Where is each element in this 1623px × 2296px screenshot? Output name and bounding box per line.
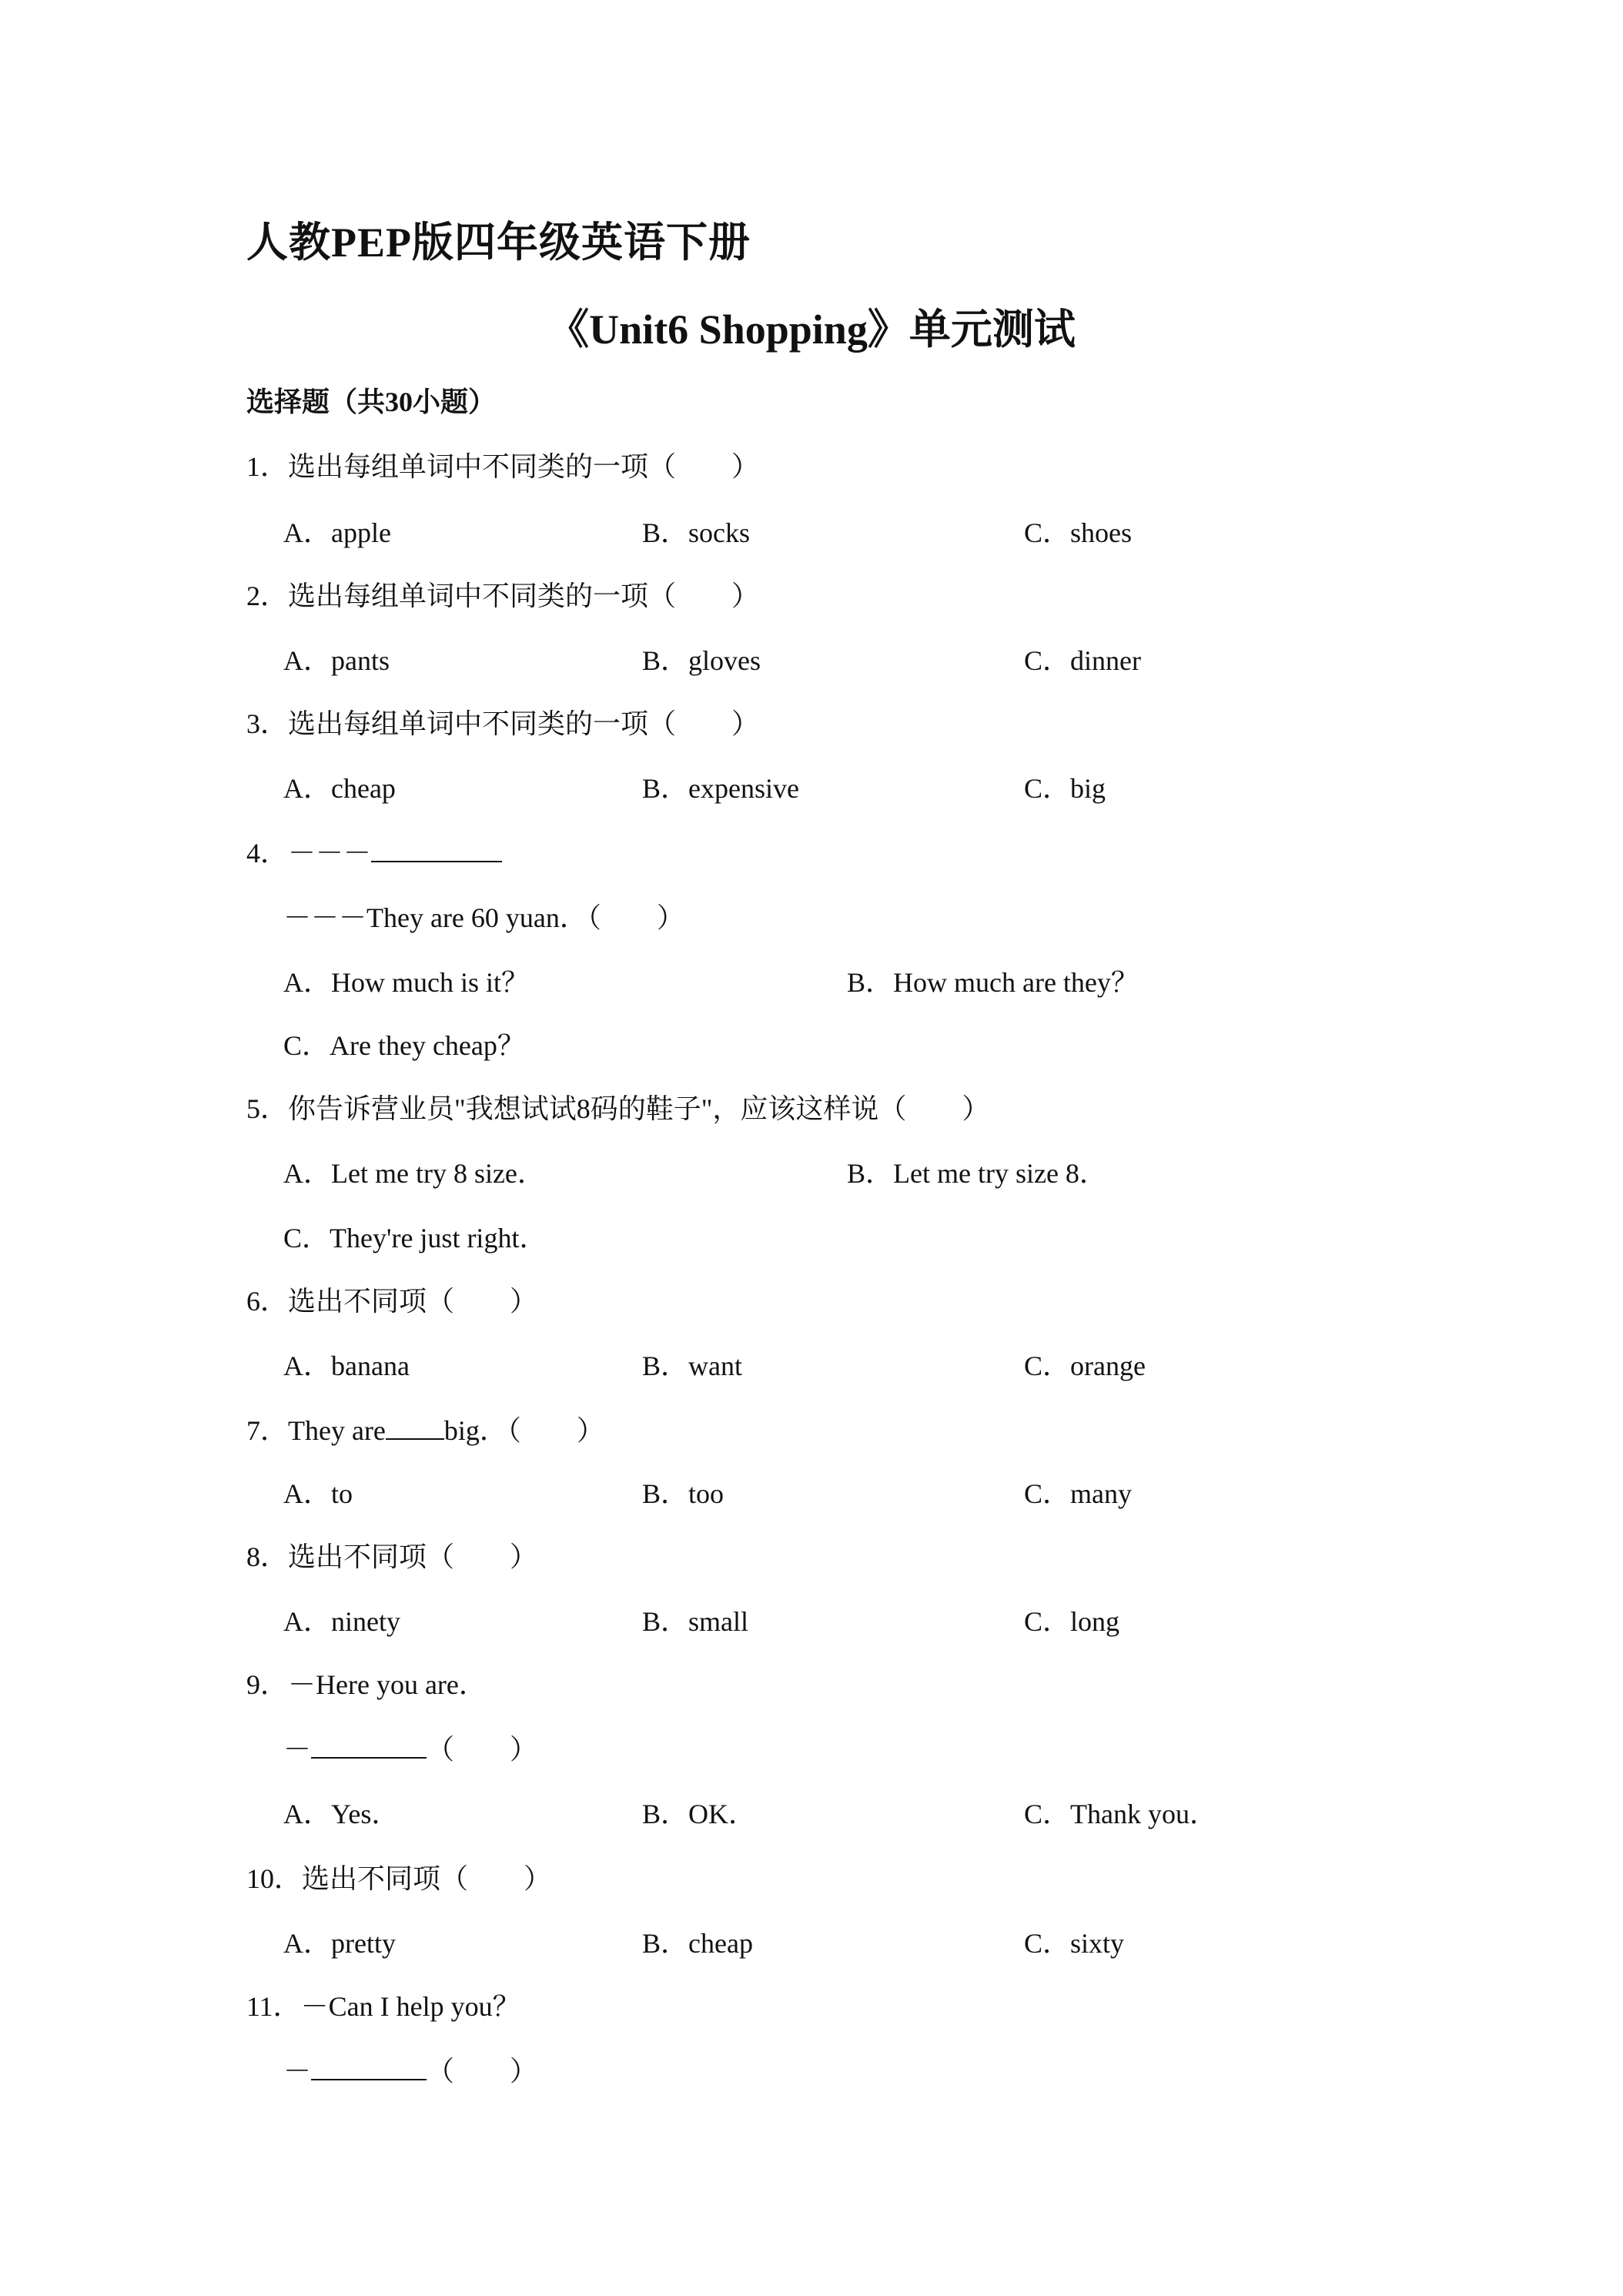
question-6-option-c: C．orange — [1024, 1350, 1146, 1381]
question-11-line-2-paren: （ ） — [427, 2056, 538, 2087]
question-3-stem: 3．选出每组单词中不同类的一项（ ） — [246, 708, 760, 739]
question-6-stem: 6．选出不同项（ ） — [246, 1286, 538, 1317]
question-5-stem: 5．你告诉营业员"我想试试8码的鞋子"，应该这样说（ ） — [246, 1093, 990, 1124]
question-4-stem — [246, 832, 502, 871]
question-8-option-c: C．long — [1024, 1606, 1120, 1637]
answer-blank — [311, 1734, 427, 1759]
question-4-stem-text: 4．－－－ — [246, 838, 372, 869]
question-9-option-c: C．Thank you． — [1024, 1799, 1217, 1829]
question-9-option-b: B．OK． — [642, 1799, 757, 1829]
question-5-option-b: B．Let me try size 8． — [847, 1158, 1107, 1189]
question-2-option-c: C．dinner — [1024, 645, 1141, 676]
question-4-line-2: －－－They are 60 yuan．（ ） — [283, 902, 684, 933]
question-9-stem: 9．－Here you are． — [246, 1669, 487, 1700]
question-11-stem: 11．－Can I help you？ — [246, 1991, 520, 2022]
question-11-line-2 — [283, 2050, 537, 2089]
question-7-option-a: A．to — [283, 1478, 353, 1509]
answer-blank — [386, 1415, 444, 1440]
question-4-option-a: A．How much is it？ — [283, 967, 529, 998]
question-1-stem: 1．选出每组单词中不同类的一项（ ） — [246, 451, 760, 482]
question-3-option-a: A．cheap — [283, 773, 396, 804]
question-2-option-a: A．pants — [283, 645, 390, 676]
question-3-option-c: C．big — [1024, 773, 1106, 804]
question-2-option-b: B．gloves — [642, 645, 761, 676]
question-8-option-a: A．ninety — [283, 1606, 400, 1637]
question-10-option-a: A．pretty — [283, 1928, 396, 1959]
question-2-stem: 2．选出每组单词中不同类的一项（ ） — [246, 581, 760, 611]
question-7-option-b: B．too — [642, 1478, 724, 1509]
answer-blank — [371, 838, 502, 862]
section-heading: 选择题（共30小题） — [246, 387, 497, 417]
question-1-option-a: A．apple — [283, 517, 391, 548]
question-1-option-c: C．shoes — [1024, 517, 1133, 548]
question-11-line-2-dash: － — [283, 2056, 312, 2087]
question-7-option-c: C．many — [1024, 1478, 1132, 1509]
question-10-stem: 10．选出不同项（ ） — [246, 1863, 552, 1894]
answer-blank — [311, 2056, 427, 2080]
question-9-line-2 — [283, 1728, 537, 1767]
question-3-option-b: B．expensive — [642, 773, 799, 804]
question-5-option-a: A．Let me try 8 size． — [283, 1158, 545, 1189]
question-8-option-b: B．small — [642, 1606, 749, 1637]
question-8-stem: 8．选出不同项（ ） — [246, 1541, 538, 1572]
question-6-option-b: B．want — [642, 1350, 742, 1381]
question-9-line-2-paren: （ ） — [427, 1734, 538, 1765]
question-10-option-b: B．cheap — [642, 1928, 753, 1959]
page-title: 人教PEP版四年级英语下册 — [246, 219, 751, 266]
question-7-stem — [246, 1409, 604, 1448]
question-9-option-a: A．Yes． — [283, 1799, 400, 1829]
page-subtitle: 《Unit6 Shopping》单元测试 — [547, 306, 1076, 353]
question-7-stem-text-b: big．（ ） — [443, 1415, 604, 1446]
question-10-option-c: C．sixty — [1024, 1928, 1125, 1959]
question-6-option-a: A．banana — [283, 1350, 410, 1381]
question-4-option-b: B．How much are they？ — [847, 967, 1139, 998]
question-4-option-c: C．Are they cheap？ — [283, 1030, 525, 1061]
question-7-stem-text-a: 7．They are — [246, 1415, 386, 1446]
question-1-option-b: B．socks — [642, 517, 751, 548]
question-5-option-c: C．They're just right． — [283, 1223, 547, 1253]
question-9-line-2-dash: － — [283, 1734, 312, 1765]
